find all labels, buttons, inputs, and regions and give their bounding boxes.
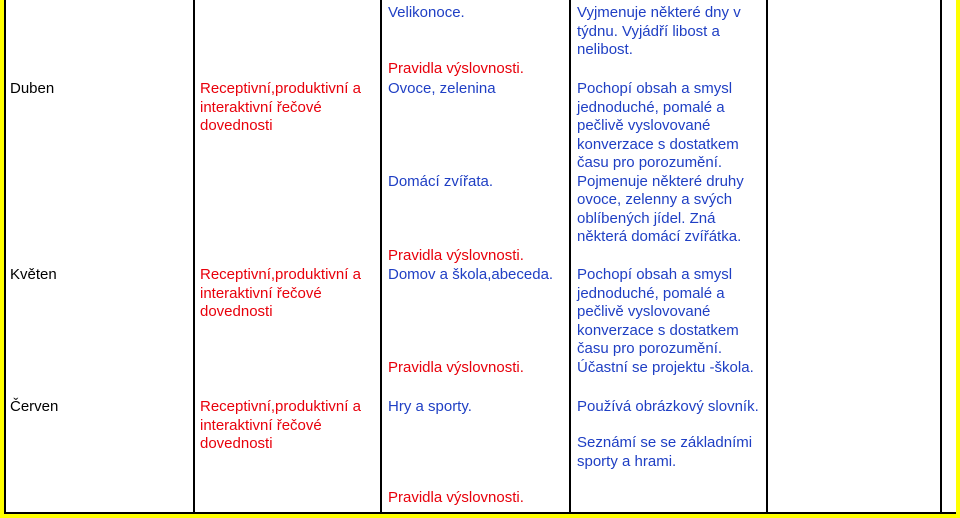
outcome-line: Pochopí obsah a smysl xyxy=(577,80,733,97)
outcome-line: jednoduché, pomalé a xyxy=(577,284,725,302)
month-cerven: Červen xyxy=(10,398,59,415)
pronunciation-rules: Pravidla výslovnosti. xyxy=(388,489,524,506)
outcome-line: konverzace s dostatkem xyxy=(577,135,739,153)
topic-pets: Domácí zvířata. xyxy=(388,173,494,190)
column-divider-2 xyxy=(380,0,382,514)
skills-line: interaktivní řečové xyxy=(200,284,322,302)
skills-line: interaktivní řečové xyxy=(200,98,322,116)
outcome-line: sporty a hrami. xyxy=(577,452,677,470)
row-3-skills xyxy=(200,398,361,454)
outcome-line: ovoce, zelenny a svých xyxy=(577,191,733,208)
outcome-line: času pro porozumění. xyxy=(577,154,723,171)
month-duben: Duben xyxy=(10,80,55,97)
table-border-bottom xyxy=(4,512,956,514)
row-2-skills xyxy=(200,266,361,322)
skills-line: Receptivní,produktivní a xyxy=(200,398,361,415)
row-0-topics xyxy=(388,4,524,78)
outcome-line: Vyjmenuje některé dny v xyxy=(577,4,741,21)
column-divider-4 xyxy=(766,0,768,514)
topic-fruit-vegetables: Ovoce, zelenina xyxy=(388,80,496,97)
outcome-line: některá domácí zvířátka. xyxy=(577,228,742,245)
topic-games-sports: Hry a sporty. xyxy=(388,398,472,415)
outcome-picture-dictionary: Používá obrázkový slovník. xyxy=(577,398,759,415)
skills-line: dovednosti xyxy=(200,303,273,320)
pronunciation-rules: Pravidla výslovnosti. xyxy=(388,59,524,77)
topic-line: Velikonoce. xyxy=(388,4,465,21)
outcome-line: Pochopí obsah a smysl xyxy=(577,266,733,283)
skills-line: dovednosti xyxy=(200,117,273,134)
outcome-line: nelibost. xyxy=(577,41,633,58)
skills-line: interaktivní řečové xyxy=(200,416,322,434)
row-3-outcomes xyxy=(577,434,752,471)
outcome-line: Pojmenuje některé druhy xyxy=(577,172,744,190)
row-0-outcomes xyxy=(577,4,741,60)
line-spacer xyxy=(388,23,524,42)
skills-line: Receptivní,produktivní a xyxy=(200,266,361,283)
outcome-line: konverzace s dostatkem xyxy=(577,321,739,339)
column-divider-1 xyxy=(193,0,195,514)
outcome-line: pečlivě vyslovované xyxy=(577,303,711,320)
month-kveten: Květen xyxy=(10,266,57,283)
outcome-line: pečlivě vyslovované xyxy=(577,117,711,134)
outcome-line: Účastní se projektu -škola. xyxy=(577,358,754,376)
row-2-outcomes xyxy=(577,266,754,377)
row-1-outcomes xyxy=(577,80,744,247)
outcome-line: oblíbených jídel. Zná xyxy=(577,209,716,227)
topic-home-school: Domov a škola,abeceda. xyxy=(388,266,554,283)
table-border-left xyxy=(4,0,6,514)
outcome-line: času pro porozumění. xyxy=(577,340,723,357)
document-page xyxy=(4,0,956,514)
skills-line: dovednosti xyxy=(200,435,273,452)
outcome-line: Seznámí se se základními xyxy=(577,434,753,451)
pronunciation-rules: Pravidla výslovnosti. xyxy=(388,247,524,264)
line-spacer xyxy=(388,41,524,60)
pronunciation-rules: Pravidla výslovnosti. xyxy=(388,359,524,376)
row-1-skills xyxy=(200,80,361,136)
table-border-right xyxy=(940,0,942,514)
outcome-line: jednoduché, pomalé a xyxy=(577,98,725,116)
column-divider-3 xyxy=(569,0,571,514)
skills-line: Receptivní,produktivní a xyxy=(200,80,361,97)
outcome-line: týdnu. Vyjádří libost a xyxy=(577,22,720,40)
